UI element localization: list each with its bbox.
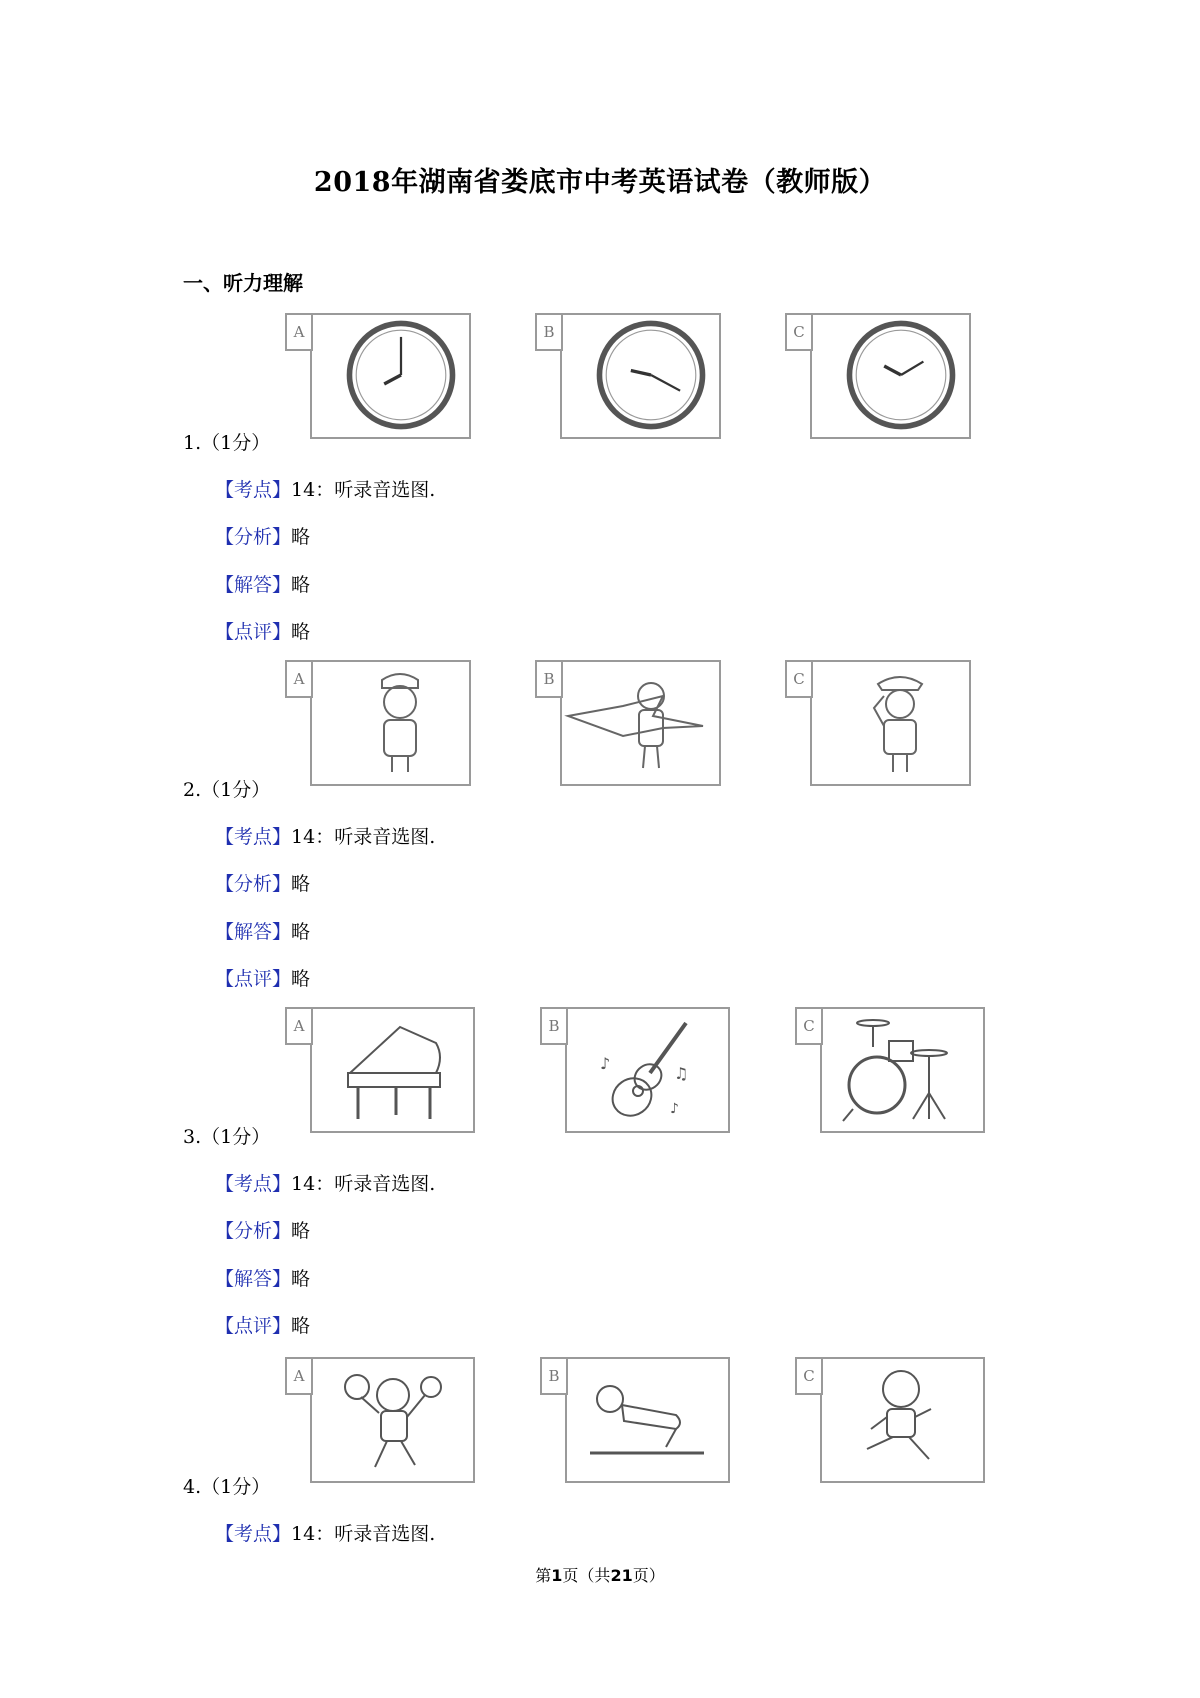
option-b-clock-420[interactable] xyxy=(535,313,721,439)
dianping-line: 【点评】略 xyxy=(215,1315,311,1337)
kaodian-line: 【考点】14：听录音选图. xyxy=(215,1173,436,1195)
running-boy-icon xyxy=(845,1363,955,1477)
section-heading: 一、听力理解 xyxy=(183,271,303,295)
option-a-piano[interactable] xyxy=(285,1007,475,1133)
option-letter: B xyxy=(540,1007,568,1045)
option-c-clock-1010[interactable] xyxy=(785,313,971,439)
option-letter: A xyxy=(285,1007,313,1045)
piano-icon xyxy=(340,1013,450,1127)
svg-text:♫: ♫ xyxy=(674,1064,689,1083)
page-footer: 第1页（共21页） xyxy=(535,1566,665,1585)
option-c-drums[interactable] xyxy=(795,1007,985,1133)
option-letter: C xyxy=(795,1357,823,1395)
option-letter: C xyxy=(785,660,813,698)
option-c-policeman[interactable] xyxy=(785,660,971,786)
badminton-girl-icon xyxy=(335,1363,455,1477)
clock-icon xyxy=(345,319,457,431)
drums-icon xyxy=(833,1013,963,1127)
option-letter: B xyxy=(540,1357,568,1395)
option-letter: C xyxy=(795,1007,823,1045)
question-number: 2.（1分） xyxy=(183,779,271,801)
option-b-pilot[interactable] xyxy=(535,660,721,786)
option-b-lying-boy[interactable] xyxy=(540,1357,730,1483)
clock-icon xyxy=(595,319,707,431)
question-number: 4.（1分） xyxy=(183,1476,271,1498)
fenxi-line: 【分析】略 xyxy=(215,1220,311,1242)
kaodian-line: 【考点】14：听录音选图. xyxy=(215,479,436,501)
option-letter: B xyxy=(535,313,563,351)
kaodian-line: 【考点】14：听录音选图. xyxy=(215,1523,436,1545)
option-a-badminton[interactable] xyxy=(285,1357,475,1483)
kaodian-line: 【考点】14：听录音选图. xyxy=(215,826,436,848)
lying-boy-icon xyxy=(580,1363,710,1477)
dianping-line: 【点评】略 xyxy=(215,968,311,990)
option-c-running-boy[interactable] xyxy=(795,1357,985,1483)
fenxi-line: 【分析】略 xyxy=(215,873,311,895)
option-letter: A xyxy=(285,313,313,351)
option-letter: A xyxy=(285,1357,313,1395)
clock-icon xyxy=(845,319,957,431)
question-number: 3.（1分） xyxy=(183,1126,271,1148)
option-b-guitar[interactable] xyxy=(540,1007,730,1133)
option-a-clock-8[interactable] xyxy=(285,313,471,439)
nurse-icon xyxy=(360,666,440,780)
svg-text:♪: ♪ xyxy=(670,1101,679,1117)
document-title: 2018年湖南省娄底市中考英语试卷（教师版） xyxy=(313,167,887,198)
option-letter: C xyxy=(785,313,813,351)
dianping-line: 【点评】略 xyxy=(215,621,311,643)
fenxi-line: 【分析】略 xyxy=(215,526,311,548)
option-letter: A xyxy=(285,660,313,698)
question-number: 1.（1分） xyxy=(183,432,271,454)
svg-text:♪: ♪ xyxy=(600,1054,611,1073)
guitar-icon xyxy=(590,1013,700,1127)
jieda-line: 【解答】略 xyxy=(215,1268,311,1290)
policeman-icon xyxy=(860,666,940,780)
option-a-nurse[interactable] xyxy=(285,660,471,786)
jieda-line: 【解答】略 xyxy=(215,921,311,943)
pilot-plane-icon xyxy=(563,666,713,780)
jieda-line: 【解答】略 xyxy=(215,574,311,596)
option-letter: B xyxy=(535,660,563,698)
